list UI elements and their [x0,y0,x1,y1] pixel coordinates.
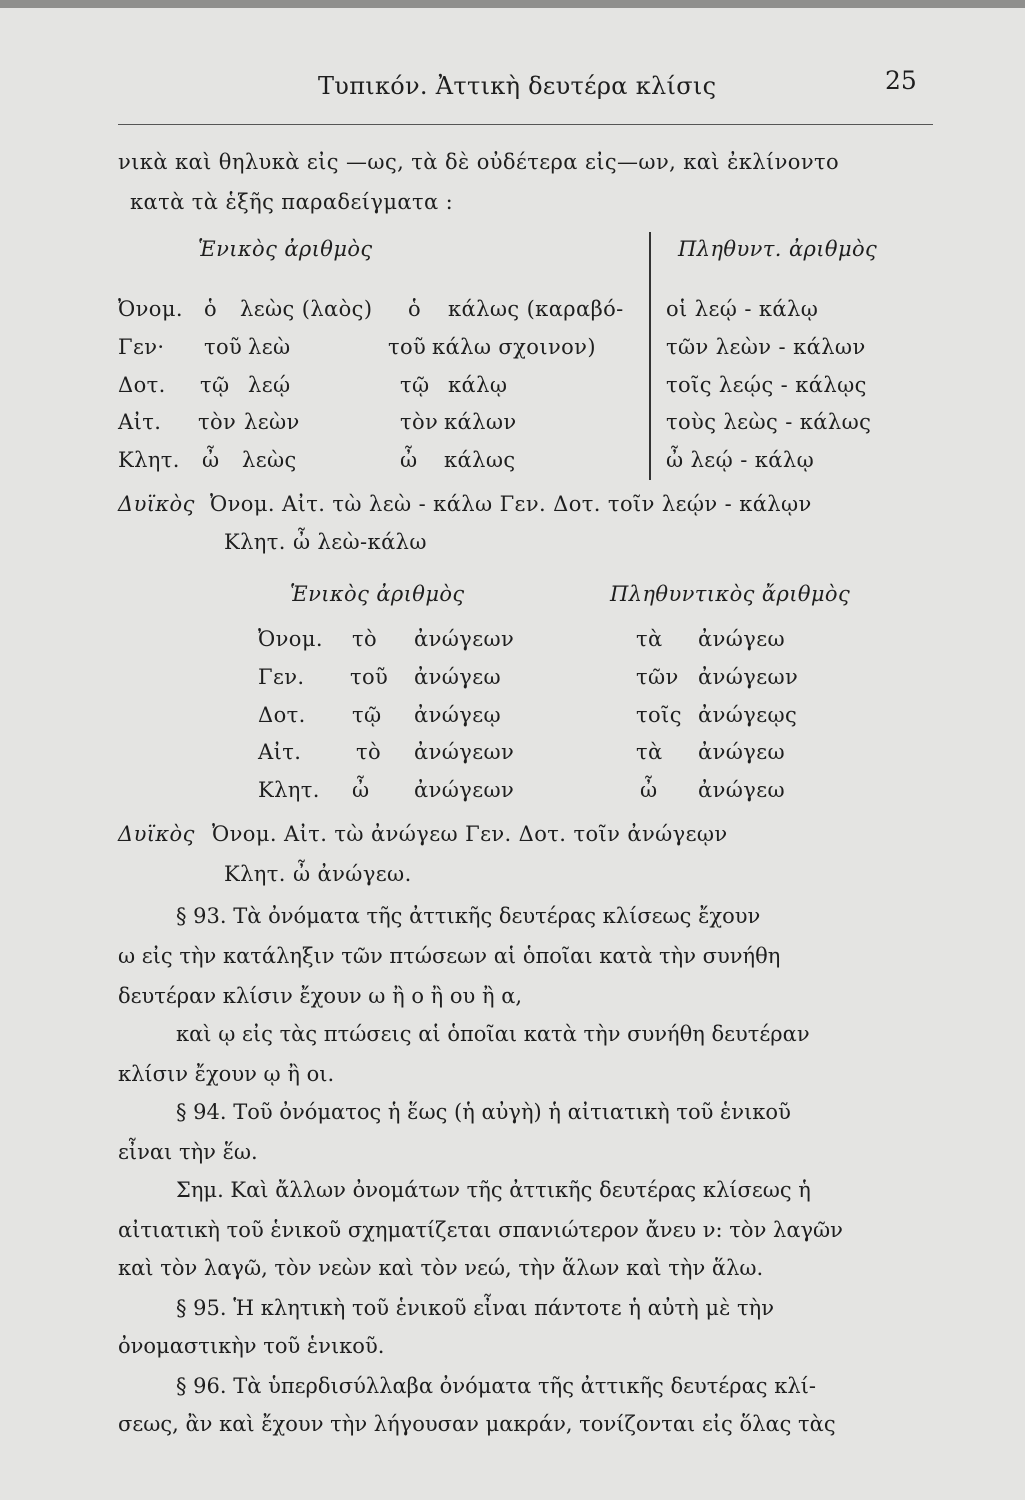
plural-form: ὦ λεῴ - κάλῳ [666,448,815,472]
plural-form: ἀνώγεω [698,627,786,651]
intro-line: νικὰ καὶ θηλυκὰ εἰς —ως, τὰ δὲ οὐδέτερα εἰς—ων, καὶ ἐκλίνοντο [118,150,840,174]
paragraph-line: § 93. Τὰ ὀνόματα τῆς ἀττικῆς δευτέρας κλίσεως ἔχουν [176,904,761,928]
plural-form: οἱ λεῴ - κάλῳ [666,297,819,321]
case-label: Δοτ. [258,703,306,727]
scan-border [0,0,1025,8]
word-form: κάλω σχοινον) [432,335,596,359]
word-form: ἀνώγεων [414,778,515,802]
paragraph-line: εἶναι τὴν ἕω. [118,1140,258,1164]
article: τὸ [352,627,378,651]
article: τοῦ [388,335,427,359]
paragraph-line: κλίσιν ἔχουν ῳ ἢ οι. [118,1062,335,1086]
table2-head-plural: Πληθυντικὸς ἄριθμὸς [610,582,851,606]
table1-divider [649,232,651,480]
header-rule [118,124,933,125]
article: τῷ [400,373,430,397]
table1-dual-line: Κλητ. ὦ λεὼ-κάλω [224,530,427,554]
paragraph-line: ὀνομαστικὴν τοῦ ἑνικοῦ. [118,1334,385,1358]
article: τὸ [356,740,382,764]
word-form: λεὼς (λαὸς) [240,297,373,321]
article: τῶν [636,665,679,689]
plural-form: τοῖς λεῴς - κάλῳς [666,373,867,397]
paragraph-line: § 96. Τὰ ὑπερδισύλλαβα ὀνόματα τῆς ἀττικῆς δευτέρας κλί- [176,1374,816,1398]
paragraph-line: ω εἰς τὴν κατάληξιν τῶν πτώσεων αἱ ὁποῖαι κατὰ τὴν συνήθη [118,944,781,968]
article: τὸν [400,410,439,434]
case-label: Ὀνομ. [118,297,183,321]
page-number: 25 [885,66,917,95]
paragraph-line: αἰτιατικὴ τοῦ ἑνικοῦ σχηματίζεται σπανιώτερον ἄνευ ν: τὸν λαγῶν [118,1218,843,1242]
article: τῷ [352,703,382,727]
paragraph-line: § 95. Ἡ κλητικὴ τοῦ ἑνικοῦ εἶναι πάντοτε ἡ αὐτὴ μὲ τὴν [176,1296,774,1320]
article: τοῦ [350,665,389,689]
table1-dual-label: Δυϊκὸς [118,492,195,516]
word-form: κάλων [444,410,517,434]
article: τῷ [200,373,230,397]
word-form: λεῴ [248,373,291,397]
paragraph-line: δευτέραν κλίσιν ἔχουν ω ἢ ο ἢ ου ἢ α, [118,984,523,1008]
word-form: λεὼς [242,448,297,472]
case-label: Γεν. [258,665,305,689]
table2-head-singular: Ἑνικὸς ἀριθμὸς [290,582,465,606]
article: τὰ [636,627,663,651]
running-header: Τυπικόν. Ἀττικὴ δευτέρα κλίσις [318,72,717,100]
word-form: κάλῳ [448,373,508,397]
article: ὦ [202,448,220,472]
plural-form: ἀνώγεω [698,740,786,764]
word-form: ἀνώγεων [414,740,515,764]
table1-head-singular: Ἑνικὸς ἀριθμὸς [198,237,373,261]
article: τὸν [198,410,237,434]
word-form: ἀνώγεων [414,627,515,651]
table2-dual-line: Ὀνομ. Αἰτ. τὼ ἀνώγεω Γεν. Δοτ. τοῖν ἀνώγεῳν [212,822,728,846]
table1-head-plural: Πληθυντ. ἀριθμὸς [678,237,878,261]
article: τὰ [636,740,663,764]
case-label: Γεν· [118,335,165,359]
article: ὁ [204,297,218,321]
article: ὦ [640,778,658,802]
article: ὦ [352,778,370,802]
case-label: Ὀνομ. [258,627,323,651]
case-label: Δοτ. [118,373,166,397]
table2-dual-label: Δυϊκὸς [118,822,195,846]
intro-line: κατὰ τὰ ἑξῆς παραδείγματα : [130,190,454,214]
article: ὁ [408,297,422,321]
article: τοῦ [204,335,243,359]
case-label: Αἰτ. [118,410,162,434]
word-form: ἀνώγεω [414,665,502,689]
paragraph-line: καὶ τὸν λαγῶ, τὸν νεὼν καὶ τὸν νεώ, τὴν ἅλων καὶ τὴν ἅλω. [118,1256,764,1280]
paragraph-line: σεως, ἂν καὶ ἔχουν τὴν λήγουσαν μακράν, τονίζονται εἰς ὅλας τὰς [118,1412,836,1436]
article: τοῖς [636,703,682,727]
plural-form: ἀνώγεῳς [698,703,798,727]
plural-form: τοὺς λεὼς - κάλως [666,410,872,434]
plural-form: ἀνώγεων [698,665,799,689]
paragraph-line: Σημ. Καὶ ἄλλων ὀνομάτων τῆς ἀττικῆς δευτέρας κλίσεως ἡ [176,1178,811,1202]
paragraph-line: καὶ ῳ εἰς τὰς πτώσεις αἱ ὁποῖαι κατὰ τὴν συνήθη δευτέραν [176,1022,810,1046]
word-form: λεὼν [244,410,300,434]
word-form: ἀνώγεῳ [414,703,502,727]
plural-form: τῶν λεὼν - κάλων [666,335,866,359]
word-form: κάλως (καραβό- [448,297,624,321]
word-form: κάλως [444,448,516,472]
case-label: Κλητ. [258,778,320,802]
table1-dual-line: Ὀνομ. Αἰτ. τὼ λεὼ - κάλω Γεν. Δοτ. τοῖν λεῴν - κάλῳν [210,492,812,516]
plural-form: ἀνώγεω [698,778,786,802]
article: ὦ [400,448,418,472]
case-label: Αἰτ. [258,740,302,764]
table2-dual-line: Κλητ. ὦ ἀνώγεω. [224,862,412,886]
word-form: λεὼ [248,335,291,359]
paragraph-line: § 94. Τοῦ ὀνόματος ἡ ἕως (ἡ αὐγὴ) ἡ αἰτιατικὴ τοῦ ἑνικοῦ [176,1100,791,1124]
case-label: Κλητ. [118,448,180,472]
